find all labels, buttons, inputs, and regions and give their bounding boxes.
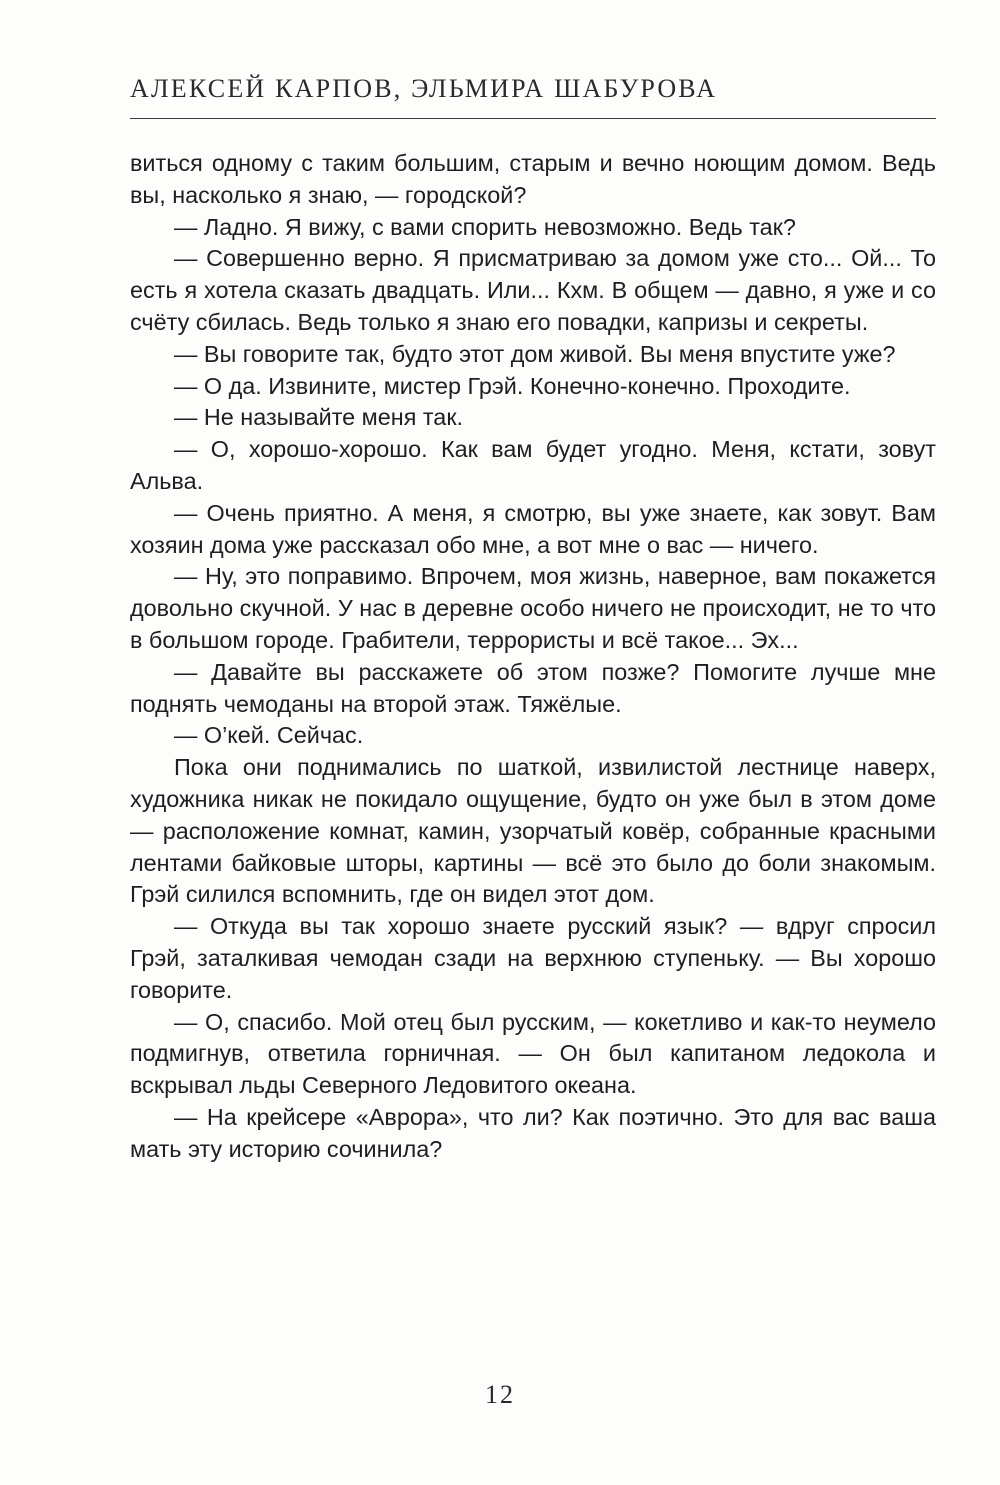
paragraph: — О, спасибо. Мой отец был русским, — кокетливо и как-то неумело подмигнув, ответила горничная. — Он был капитаном ледокола и вскрывал льды Северного Ледовитого океана. [130, 1008, 936, 1099]
paragraph: Пока они поднимались по шаткой, извилистой лестнице наверх, художника никак не покидало ощущение, будто он уже был в этом доме — расположение комнат, камин, узорчатый ковёр, собранные красными лентами байковые шторы, картины — всё это было до боли знакомым. Грэй силился вспомнить, где он видел этот дом. [130, 754, 936, 908]
running-head: АЛЕКСЕЙ КАРПОВ, ЭЛЬМИРА ШАБУРОВА [130, 74, 718, 103]
header-rule [130, 118, 936, 119]
paragraph: — О’кей. Сейчас. [174, 722, 364, 749]
paragraph: — На крейсере «Аврора», что ли? Как поэтично. Это для вас ваша мать эту историю сочинила? [130, 1103, 936, 1162]
paragraph: — Вы говорите так, будто этот дом живой. Вы меня впустите уже? [174, 340, 896, 367]
paragraph: — Совершенно верно. Я присматриваю за домом уже сто... Ой... То есть я хотела сказать двадцать. Или... Кхм. В общем — давно, я уже и со счёту сбилась. Ведь только я знаю его повадки, капризы и секреты. [130, 245, 936, 335]
page-number: 12 [485, 1380, 515, 1409]
paragraph: — О да. Извините, мистер Грэй. Конечно-конечно. Проходите. [174, 372, 851, 399]
body-text [130, 148, 936, 1166]
paragraph: — Откуда вы так хорошо знаете русский язык? — вдруг спросил Грэй, заталкивая чемодан сзади на верхнюю ступеньку. — Вы хорошо говорите. [130, 913, 936, 1003]
paragraph: — Давайте вы расскажете об этом позже? Помогите лучше мне поднять чемоданы на второй этаж. Тяжёлые. [130, 658, 936, 717]
paragraph: — Ну, это поправимо. Впрочем, моя жизнь, наверное, вам покажется довольно скучной. У нас в деревне особо ничего не происходит, не то что в большом городе. Грабители, террористы и всё такое... Эх... [130, 563, 936, 653]
paragraph: — Очень приятно. А меня, я смотрю, вы уже знаете, как зовут. Вам хозяин дома уже рассказал обо мне, а вот мне о вас — ничего. [130, 499, 936, 558]
paragraph: — О, хорошо-хорошо. Как вам будет угодно. Меня, кстати, зовут Альва. [130, 436, 936, 494]
paragraph: — Не называйте меня так. [174, 404, 464, 431]
paragraph: виться одному с таким большим, старым и вечно ноющим домом. Ведь вы, насколько я знаю, — городской? [130, 150, 936, 208]
paragraph: — Ладно. Я вижу, с вами спорить невозможно. Ведь так? [174, 213, 796, 240]
